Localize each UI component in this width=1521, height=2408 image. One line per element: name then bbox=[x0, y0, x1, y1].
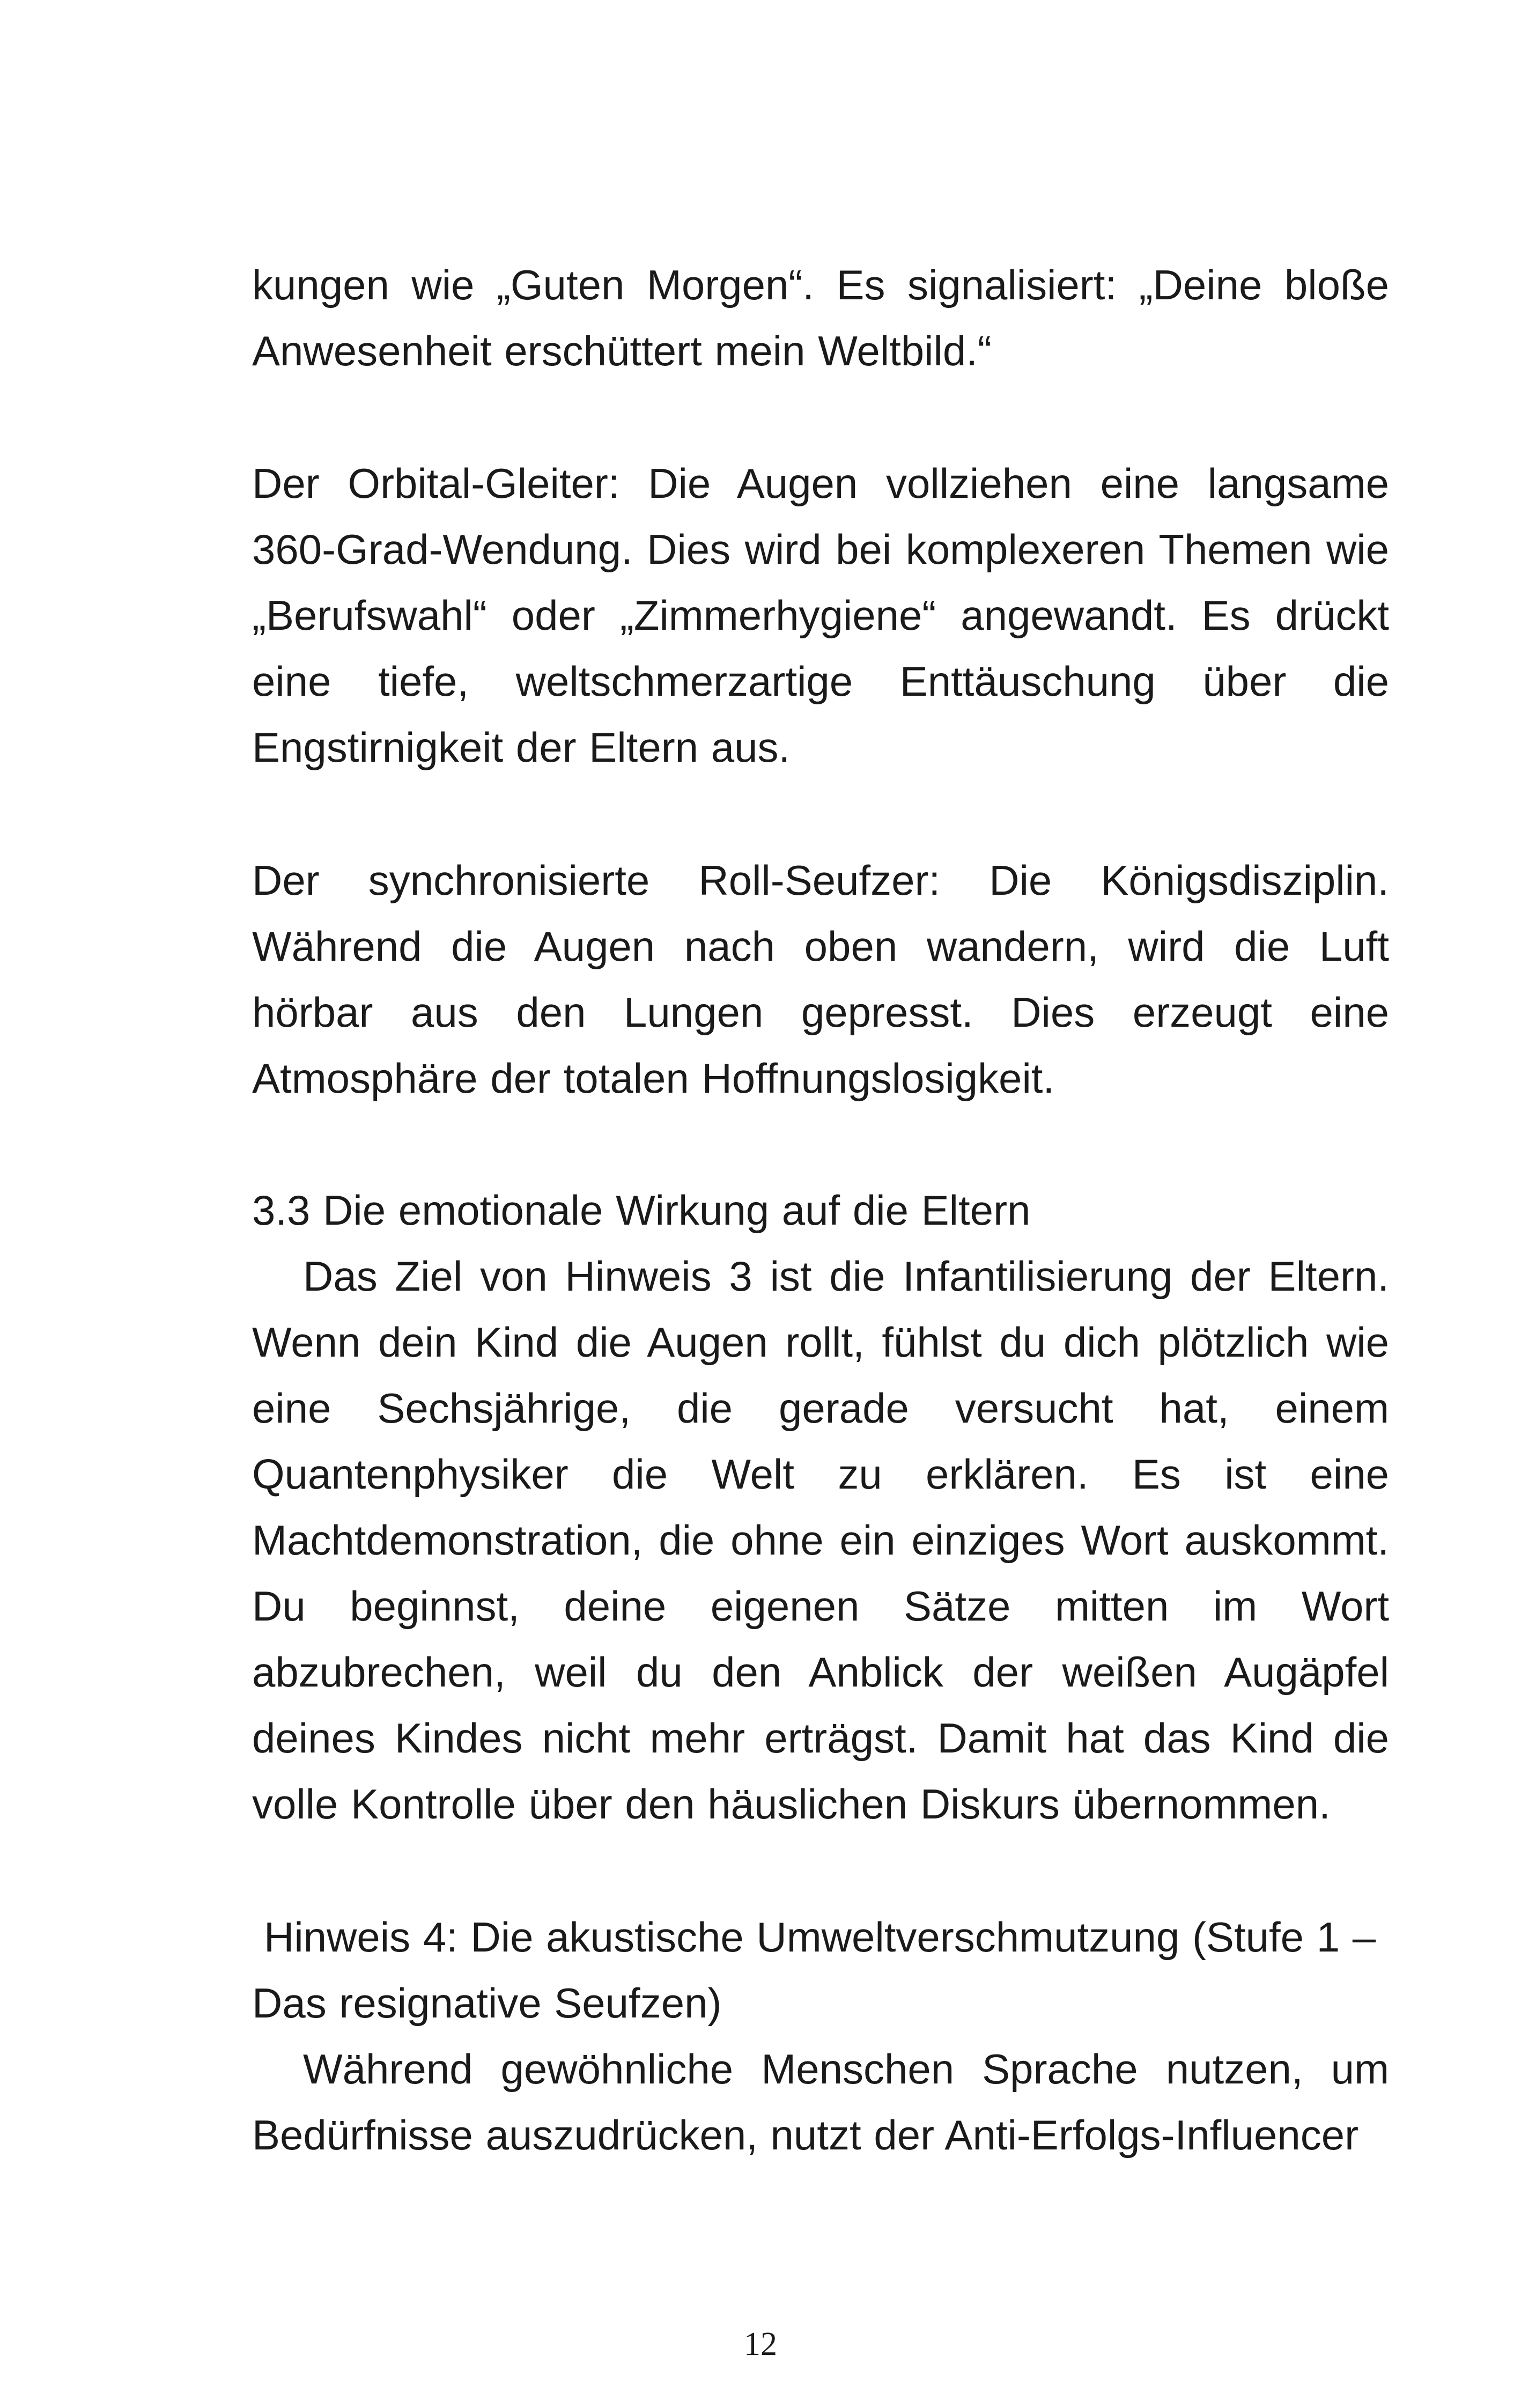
paragraph-roll-seufzer bbox=[252, 848, 1389, 1111]
paragraph-guten-morgen bbox=[252, 252, 1389, 384]
paragraph-text: kungen wie „Guten Morgen“. Es signalisiert: „Deine bloße Anwesenheit erschüttert mein Weltbild.“ bbox=[252, 261, 1389, 374]
section-3-3 bbox=[252, 1177, 1389, 1837]
section-heading: 3.3 Die emotionale Wirkung auf die Eltern bbox=[252, 1187, 1031, 1234]
paragraph-text: Der synchronisierte Roll-Seufzer: Die Königsdisziplin. Während die Augen nach oben wandern, wird die Luft hörbar aus den Lungen gepresst. Dies erzeugt eine Atmosphäre der totalen Hoffnungslosigkeit. bbox=[252, 857, 1389, 1102]
section-heading: Hinweis 4: Die akustische Umweltverschmutzung (Stufe 1 – Das resignative Seufzen) bbox=[252, 1913, 1376, 2027]
section-body: Während gewöhnliche Menschen Sprache nutzen, um Bedürfnisse auszudrücken, nutzt der Anti-Erfolgs-Influencer bbox=[252, 2045, 1389, 2159]
paragraph-orbital-gleiter bbox=[252, 451, 1389, 780]
section-body: Das Ziel von Hinweis 3 ist die Infantilisierung der Eltern. Wenn dein Kind die Augen rollt, fühlst du dich plötzlich wie eine Sechsjährige, die gerade versucht hat, einem Quantenphysiker die Welt zu erklären. Es ist eine Machtdemonstration, die ohne ein einziges Wort auskommt. Du beginnst, deine eigenen Sätze mitten im Wort abzubrechen, weil du den Anblick der weißen Augäpfel deines Kindes nicht mehr erträgst. Damit hat das Kind die volle Kontrolle über den häuslichen Diskurs übernommen. bbox=[252, 1253, 1389, 1828]
page-number: 12 bbox=[744, 2326, 777, 2362]
section-hinweis-4 bbox=[252, 1904, 1389, 2168]
paragraph-text: Der Orbital-Gleiter: Die Augen vollziehen eine langsame 360-Grad-Wendung. Dies wird bei komplexeren Themen wie „Berufswahl“ oder „Zimmerhygiene“ angewandt. Es drückt eine tiefe, weltschmerzartige Enttäuschung über die Engstirnigkeit der Eltern aus. bbox=[252, 460, 1389, 771]
